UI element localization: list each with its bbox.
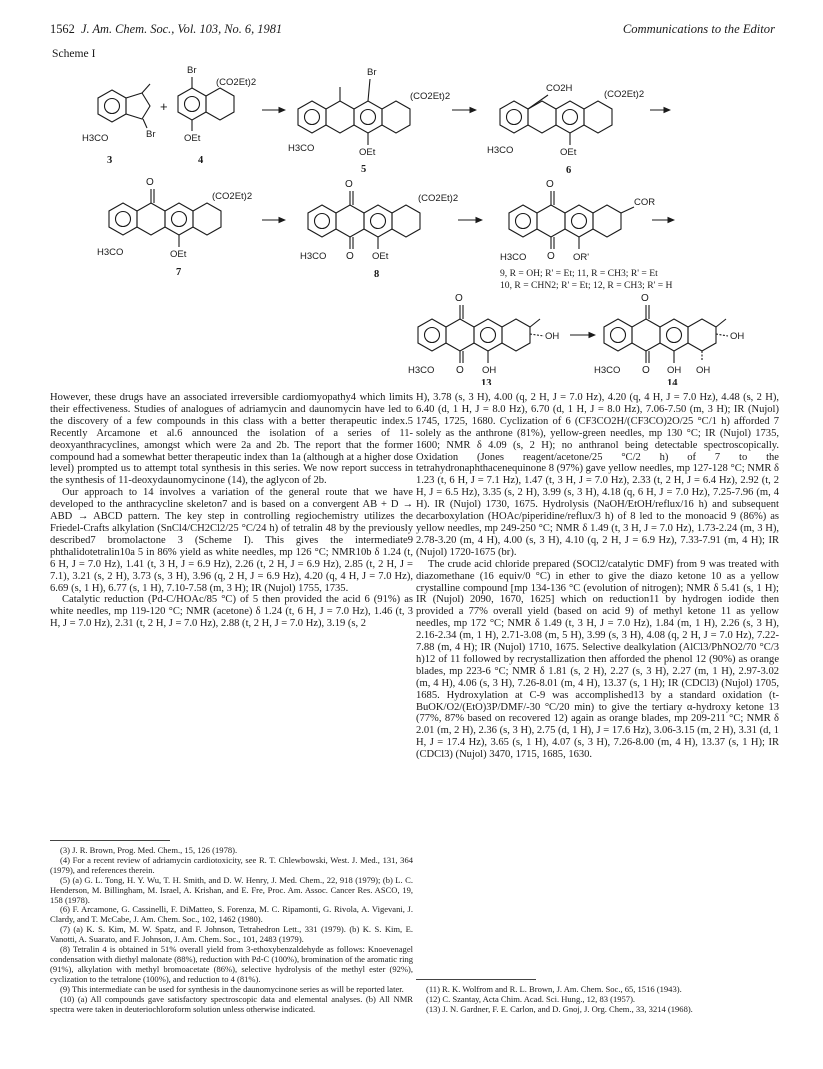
body-paragraph: H), 3.78 (s, 3 H), 4.00 (q, 2 H, J = 7.0 Hz), 4.20 (q, 4 H, J = 7.0 Hz), 4.48 (s, 2 H), 6.40 (d, 1 H, J = 8.0 Hz), 6.70 (d, 1 H, J = 8.0 Hz), 7.06-7.50 (m, 3 H); IR (Nujol) 1745, 1725, 1680. Cyclization of 6 (CF3CO2H/(CF3CO)2O/25 °C/1 h) afforded 7 solely as the anthrone (81%), yellow-green needles, mp 130 °C; IR (Nujol) 1735, 1600; NMR δ 4.09 (s, 2 H); no anthranol being detectable spectroscopically. Oxidation (Jones reagent/acetone/25 °C/2 h) of 7 to the tetrahydronaphthacenequinone 8 (97%) gave yellow needles, mp 127-128 °C; NMR δ 1.23 (t, 6 H, J = 7.1 Hz), 1.47 (t, 3 H, J = 7.0 Hz), 2.33 (t, 2 H, J = 6.4 Hz), 2.92 (t, 2 H, J = 6.5 Hz), 3.35 (s, 2 H), 3.99 (s, 3 H), 4.18 (q, 6 H, J = 7.0 Hz), 7.25-7.96 (m, 4 H). IR (Nujol) 1730, 1675. Hydrolysis (NaOH/EtOH/reflux/16 h) and subsequent decarboxylation (HOAc/piperidine/reflux/3 h) of 8 led to the monoacid 9 (86%) as yellow needles, mp 249-250 °C; NMR δ 1.49 (t, 3 H, J = 7.0 Hz), 1.73-2.24 (m, 3 H), 2.78-3.20 (m, 4 H), 4.00 (s, 3 H), 4.10 (q, 2 H, J = 6.9 Hz), 7.33-7.91 (m, 4 H); IR (Nujol) 1720-1675 (br). (416, 392, 779, 558)
compound-14-tertiary-hydroxy-label: OH (730, 331, 745, 342)
footnotes-left (50, 846, 413, 1014)
compound-6-ethoxy-label: OEt (560, 147, 577, 158)
svg-text:O: O (546, 179, 554, 190)
footnote: (6) F. Arcamone, G. Cassinelli, F. DiMatteo, S. Forenza, M. C. Ripamonti, G. Rivola, A. Vigevani, J. Clardy, and T. McCabe, J. Am. Chem. Soc., 102, 1462 (1980). (50, 904, 413, 925)
body-paragraph: The crude acid chloride prepared (SOCl2/catalytic DMF) from 9 was treated with diazomethane (16 equiv/0 °C) in ether to give the diazo ketone 10 as a yellow crystalline compound [mp 134-136 °C (evolution of nitrogen); NMR δ 5.41 (s, 1 H); IR (Nujol) 2090, 1670, 1625] which on reduction11 by hydrogen iodide then provided a 77% overall yield (based on acid 9) of methyl ketone 11 as yellow needles, mp 172 °C; NMR δ 1.49 (t, 3 H, J = 7.0 Hz), 1.84 (m, 1 H), 2.26 (s, 3 H), 2.16-2.34 (m, 1 H), 2.71-3.08 (m, 5 H), 3.99 (s, 3 H), 4.08 (q, 2 H, J = 7.0 Hz), 7.22-7.88 (m, 4 H); IR (Nujol) 1710, 1675. Selective dealkylation (AlCl3/PhNO2/70 °C/3 h)12 of 11 followed by recrystallization then afforded the phenol 12 (90%) as orange blades, mp 223-6 °C; NMR δ 1.81 (s, 2 H), 2.27 (s, 3 H), 2.27 (m, 1 H), 2.97-3.02 (m, 4 H), 4.06 (s, 3 H), 7.26-8.01 (m, 4 H), 13.37 (s, 1 H); IR (CDCl3) (Nujol) 1705, 1685. Hydroxylation at C-9 was accomplished13 by a standard oxidation (t-BuOK/O2/(EtO)3P/DMF/-30 °C/20 min) to give the tertiary α-hydroxy ketone 13 (77%, 87% based on recovered 12) again as orange blades, mp 209-211 °C; NMR δ 2.01 (m, 2 H), 2.36 (s, 3 H), 2.75 (d, 1 H), J = 17.6 Hz), 3.06-3.15 (m, 2 H), 3.31 (d, 1 H, J = 17.4 Hz), 3.65 (s, 1 H), 4.07 (s, 3 H), 7.26-8.00 (m, 4 H), 13.37 (s, 1 H); IR (CDCl3) (Nujol) 3470, 1715, 1685, 1630. (416, 558, 779, 761)
footnote: (13) J. N. Gardner, F. E. Carlon, and D. Gnoj, J. Org. Chem., 33, 3214 (1968). (426, 1003, 693, 1014)
compound-series-9-12-structure (500, 179, 673, 291)
reaction-scheme (0, 55, 823, 385)
compound-8-ester-label: (CO2Et)2 (418, 193, 459, 204)
footnote: (10) (a) All compounds gave satisfactory spectroscopic data and elemental analyses. (b) All NMR spectra were taken in deuteriochloroform solution unless otherwise indicated. (50, 993, 413, 1014)
compound-8-number: 8 (374, 269, 380, 280)
compound-6-ester-label: (CO2Et)2 (604, 89, 645, 100)
compound-5-number: 5 (361, 164, 367, 175)
compound-3-structure (82, 84, 156, 166)
footnotes-right (416, 985, 779, 1015)
compound-4-number: 4 (198, 155, 204, 166)
compound-13-phenol-label: OH (482, 365, 497, 376)
plus-sign: + (160, 99, 168, 114)
compound-series-methoxy-label: H3CO (500, 252, 527, 263)
compound-5-methoxy-label: H3CO (288, 143, 315, 154)
svg-text:O: O (345, 179, 353, 190)
section-title: Communications to the Editor (622, 22, 775, 36)
compound-5-structure (288, 67, 450, 175)
footnote: (4) For a recent review of adriamycin cardiotoxicity, see R. T. Chlewbowski, West. J. Med., 131, 364 (1979), and references therein. (50, 854, 413, 875)
compound-8-ethoxy-label: OEt (372, 251, 389, 262)
svg-text:O: O (642, 365, 650, 376)
compound-5-ester-label: (CO2Et)2 (410, 91, 451, 102)
compound-14-methoxy-label: H3CO (594, 365, 621, 376)
footnote: (5) (a) G. L. Tong, H. Y. Wu, T. H. Smith, and D. W. Henry, J. Med. Chem., 22, 918 (1979); (b) L. C. Henderson, M. Billingham, M. Israel, A. Krishan, and E. Fre, Proc. Am. Assoc. Cancer Res. ASCO, 19, 158 (1978). (50, 874, 413, 905)
left-text-column (50, 392, 413, 630)
compound-6-number: 6 (566, 165, 572, 176)
compound-7-ethoxy-label: OEt (170, 249, 187, 260)
compound-4-structure (178, 65, 256, 166)
running-header-left (50, 22, 282, 37)
compound-6-acid-label: CO2H (546, 83, 573, 94)
compound-7-structure (97, 177, 252, 278)
footnote: (8) Tetralin 4 is obtained in 51% overall yield from 3-ethoxybenzaldehyde as follows: Knoevenagel condensation with diethyl malonate (88%), reduction with Pd-C (100%), bromination of the aromatic ring (91%), alkylation with methyl bromoacetate (86%), selective hydrolysis of the methyl ester (92%), cyclization to the tetralone (100%), and reduction to 4 (81%). (50, 944, 413, 984)
compound-13-number: 13 (481, 378, 492, 385)
compound-series-caption-line-1: 9, R = OH; R' = Et; 11, R = CH3; R' = Et (500, 268, 658, 279)
compound-series-caption-line-2: 10, R = CHN2; R' = Et; 12, R = CH3; R' = H (500, 280, 673, 291)
svg-text:O: O (146, 177, 154, 188)
compound-8-methoxy-label: H3CO (300, 251, 327, 262)
right-text-column (416, 392, 779, 761)
footnote: (7) (a) K. S. Kim, M. W. Spatz, and F. Johnson, Tetrahedron Lett., 331 (1979). (b) K. S. Kim, E. Vanotti, A. Suarato, and F. Johnson, J. Am. Chem. Soc., 101, 2483 (1979). (50, 924, 413, 945)
page-number: 1562 (50, 22, 75, 36)
compound-8-structure (300, 179, 458, 280)
body-paragraph: However, these drugs have an associated irreversible cardiomyopathy4 which limits their effectiveness. Studies of analogues of adriamycin and daunomycin have led to the discovery of a few compounds in this class with a better therapeutic index.5 Recently Arcamone et al.6 announced the isolation of a series of 11-deoxyanthracyclines, amongst which were 2a and 2b. The report that the former compound had a somewhat better therapeutic index than 1a (although at a higher dose level) prompted us to attempt total synthesis in this series. We now report success in the synthesis of 11-deoxydaunomycinone (14), the aglycon of 2b. (50, 392, 413, 487)
svg-text:O: O (547, 251, 555, 262)
compound-14-phenol-label: OH (667, 365, 682, 376)
footnote: (11) R. K. Wolfrom and R. L. Brown, J. Am. Chem. Soc., 65, 1516 (1943). (426, 984, 682, 994)
compound-7-number: 7 (176, 267, 182, 278)
compound-series-cor-label: COR (634, 197, 656, 208)
compound-6-structure (487, 83, 644, 176)
compound-13-structure (408, 293, 559, 385)
compound-14-structure (594, 293, 744, 385)
compound-3-methoxy-label: H3CO (82, 133, 109, 144)
compound-13-hydroxy-label: OH (545, 331, 560, 342)
compound-5-ethoxy-label: OEt (359, 147, 376, 158)
svg-text:O: O (456, 365, 464, 376)
compound-3-bromo-label: Br (146, 129, 156, 140)
compound-4-bromo-label: Br (187, 65, 197, 76)
footnote: (12) C. Szantay, Acta Chim. Acad. Sci. Hung., 12, 83 (1957). (426, 993, 636, 1004)
compound-6-methoxy-label: H3CO (487, 145, 514, 156)
compound-series-or-label: OR' (573, 252, 590, 263)
compound-5-bromo-label: Br (367, 67, 377, 78)
footnote: (3) J. R. Brown, Prog. Med. Chem., 15, 126 (1978). (60, 845, 238, 855)
compound-4-ethoxy-label: OEt (184, 133, 201, 144)
compound-3-number: 3 (107, 155, 113, 166)
svg-text:O: O (641, 293, 649, 304)
body-paragraph: Catalytic reduction (Pd-C/HOAc/85 °C) of 5 then provided the acid 6 (91%) as white needles, mp 119-120 °C; NMR (acetone) δ 1.24 (t, 6 H, J = 7.0 Hz), 1.46 (t, 3 H, J = 7.0 Hz), 2.31 (t, 2 H, J = 7.0 Hz), 2.88 (t, 2 H, J = 7.0 Hz), 3.19 (s, 2 (50, 594, 413, 630)
svg-text:O: O (346, 251, 354, 262)
footnote-divider (416, 979, 536, 980)
scheme-label: Scheme I (52, 47, 96, 60)
journal-citation: J. Am. Chem. Soc., Vol. 103, No. 6, 1981 (80, 22, 283, 36)
compound-14-secondary-hydroxy-label: OH (696, 365, 711, 376)
footnote: (9) This intermediate can be used for synthesis in the daunomycinone series as will be reported later. (60, 983, 404, 994)
svg-text:O: O (455, 293, 463, 304)
footnote-divider (50, 840, 170, 841)
compound-4-ester-label: (CO2Et)2 (216, 77, 257, 88)
compound-14-number: 14 (667, 378, 678, 385)
body-paragraph: Our approach to 14 involves a variation of the general route that we have developed to the anthracycline skeleton7 and is based on a convergent AB + D → ABD → ABCD pattern. The key step in controlling regiochemistry utilizes the Friedel-Crafts alkylation (SnCl4/CH2Cl2/25 °C/24 h) of tetralin 48 by the previously described7 bromolactone 3 (Scheme I). This gives the intermediate9 phthalidotetralin10a 5 in 86% yield as white needles, mp 126 °C; NMR10b δ 1.24 (t, 6 H, J = 7.0 Hz), 1.41 (t, 3 H, J = 6.9 Hz), 2.26 (t, 2 H, J = 6.9 Hz), 2.85 (t, 2 H, J = 7.1), 3.21 (s, 2 H), 3.73 (s, 3 H), 3.96 (q, 2 H, J = 6.9 Hz), 4.20 (q, 4 H, J = 7.0 Hz), 6.69 (s, 1 H), 6.77 (s, 1 H), 7.10-7.58 (m, 3 H); IR (Nujol) 1755, 1735. (50, 487, 413, 594)
compound-7-methoxy-label: H3CO (97, 247, 124, 258)
compound-7-ester-label: (CO2Et)2 (212, 191, 253, 202)
compound-13-methoxy-label: H3CO (408, 365, 435, 376)
